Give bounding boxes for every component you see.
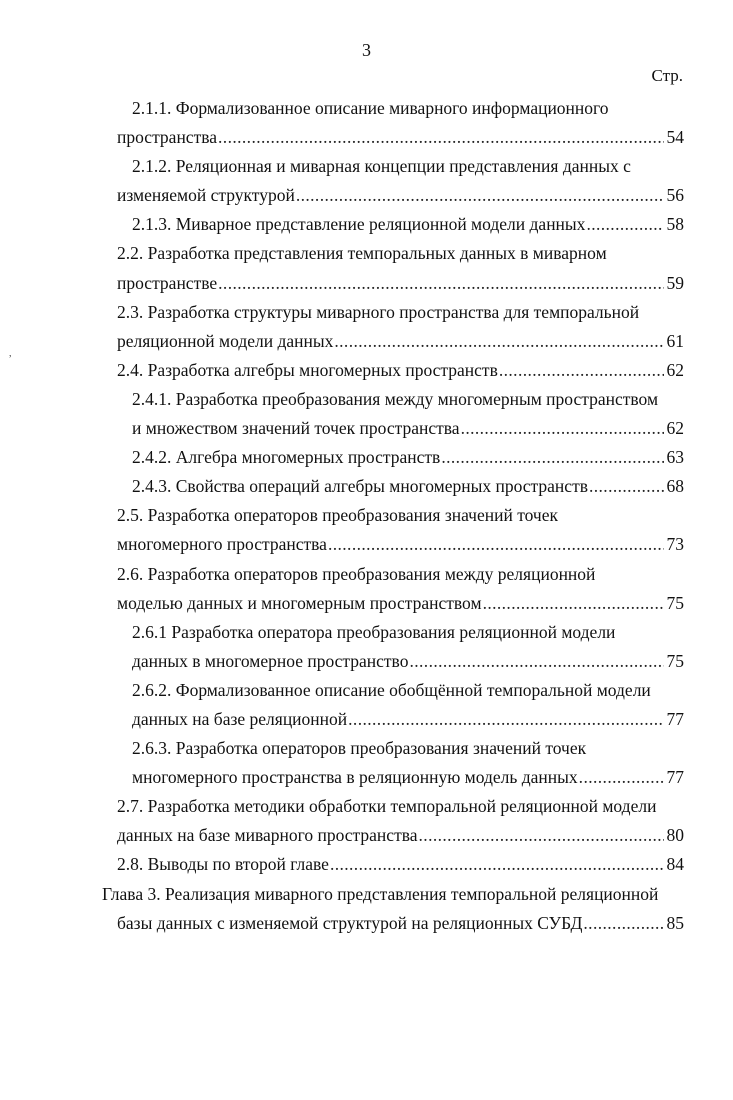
table-of-contents	[0, 94, 733, 938]
toc-entry-title-cont: данных на базе реляционной	[132, 708, 348, 729]
toc-page-number: 77	[666, 767, 684, 788]
toc-leader-dots	[296, 181, 664, 210]
toc-entry-title: 2.4. Разработка алгебры многомерных пространств	[117, 359, 498, 380]
toc-entry-title: 2.4.3. Свойства операций алгебры многомерных пространств	[132, 476, 588, 497]
toc-entry-title: 2.1.1. Формализованное описание миварного информационного	[132, 98, 609, 118]
toc-entry-2-5[interactable]	[0, 501, 733, 559]
toc-page-number: 61	[666, 330, 684, 351]
toc-entry-title-cont: данных на базе миварного пространства	[117, 825, 418, 846]
page-number: 3	[362, 40, 371, 60]
toc-entry-title: 2.7. Разработка методики обработки темпоральной реляционной модели	[117, 796, 657, 817]
toc-page-number: 63	[666, 447, 684, 468]
toc-entry-2-3[interactable]	[0, 298, 733, 356]
toc-page-number: 77	[666, 708, 684, 729]
toc-entry-title: 2.6.1 Разработка оператора преобразования реляционной модели	[132, 621, 616, 642]
toc-entry-title: 2.6. Разработка операторов преобразования между реляционной	[117, 563, 596, 584]
toc-page-number: 73	[666, 534, 684, 555]
toc-page-number: 62	[666, 359, 684, 380]
toc-entry-2-1-2[interactable]	[0, 152, 733, 210]
toc-entry-2-4[interactable]	[0, 356, 733, 385]
toc-entry-title: 2.1.3. Миварное представление реляционной модели данных	[132, 214, 586, 235]
toc-entry-title-cont: и множеством значений точек пространства	[132, 418, 460, 439]
toc-entry-2-1-3[interactable]	[0, 210, 733, 239]
toc-leader-dots	[419, 821, 664, 850]
toc-page-number: 68	[666, 476, 684, 497]
toc-entry-title: 2.1.2. Реляционная и миварная концепции представления данных с	[132, 156, 631, 177]
toc-leader-dots	[586, 210, 663, 239]
toc-entry-title-cont: многомерного пространства в реляционную модель данных	[132, 767, 578, 788]
toc-entry-title-cont: пространства	[117, 127, 218, 148]
toc-entry-2-4-1[interactable]	[0, 385, 733, 443]
toc-leader-dots	[328, 530, 664, 559]
toc-leader-dots	[499, 356, 664, 385]
page-column-label: Стр.	[651, 66, 683, 85]
toc-leader-dots	[330, 850, 664, 879]
toc-leader-dots	[348, 705, 663, 734]
toc-leader-dots	[409, 647, 663, 676]
toc-page-number: 75	[666, 592, 684, 613]
toc-entry-title: 2.6.2. Формализованное описание обобщённой темпоральной модели	[132, 679, 651, 700]
toc-entry-title-cont: пространстве	[117, 272, 218, 293]
toc-page-number: 80	[666, 825, 684, 846]
toc-entry-2-7[interactable]	[0, 792, 733, 850]
toc-entry-2-6-2[interactable]	[0, 676, 733, 734]
toc-entry-title: 2.8. Выводы по второй главе	[117, 854, 329, 875]
toc-entry-title-cont: многомерного пространства	[117, 534, 327, 555]
toc-entry-title: 2.3. Разработка структуры миварного пространства для темпоральной	[117, 301, 640, 322]
toc-entry-title-cont: реляционной модели данных	[117, 330, 334, 351]
toc-page-number: 54	[666, 127, 684, 148]
toc-entry-2-1-1[interactable]	[0, 94, 733, 152]
toc-leader-dots	[461, 414, 664, 443]
toc-entry-title: 2.2. Разработка представления темпоральных данных в миварном	[117, 243, 607, 264]
toc-page-number: 62	[666, 418, 684, 439]
toc-page-number: 75	[666, 650, 684, 671]
toc-entry-2-4-2[interactable]	[0, 443, 733, 472]
toc-entry-title: 2.6.3. Разработка операторов преобразования значений точек	[132, 738, 587, 759]
toc-leader-dots	[218, 269, 663, 298]
toc-leader-dots	[441, 443, 663, 472]
toc-entry-2-4-3[interactable]	[0, 472, 733, 501]
toc-page-number: 85	[666, 912, 684, 933]
toc-entry-title-cont: моделью данных и многомерным пространством	[117, 592, 482, 613]
toc-entry-title: 2.4.2. Алгебра многомерных пространств	[132, 447, 441, 468]
toc-entry-2-2[interactable]	[0, 239, 733, 297]
toc-entry-title-cont: базы данных с изменяемой структурой на реляционных СУБД	[117, 912, 583, 933]
toc-leader-dots	[579, 763, 664, 792]
toc-entry-2-6-1[interactable]	[0, 618, 733, 676]
toc-page-number: 56	[666, 185, 684, 206]
stray-mark: ,	[9, 348, 12, 359]
toc-entry-title-cont: данных в многомерное пространство	[132, 650, 409, 671]
toc-leader-dots	[583, 909, 663, 938]
toc-entry-title: 2.4.1. Разработка преобразования между многомерным пространством	[132, 388, 659, 409]
toc-leader-dots	[483, 589, 664, 618]
toc-entry-title: Глава 3. Реализация миварного представления темпоральной реляционной	[102, 883, 659, 904]
toc-page-number: 59	[666, 272, 684, 293]
toc-entry-title-cont: изменяемой структурой	[117, 185, 295, 206]
toc-entry-2-6-3[interactable]	[0, 734, 733, 792]
toc-entry-2-8[interactable]	[0, 850, 733, 879]
toc-leader-dots	[218, 123, 663, 152]
toc-page-number: 84	[666, 854, 684, 875]
toc-leader-dots	[334, 327, 663, 356]
toc-leader-dots	[589, 472, 664, 501]
toc-entry-title: 2.5. Разработка операторов преобразования значений точек	[117, 505, 558, 526]
toc-entry-2-6[interactable]	[0, 560, 733, 618]
toc-entry-chapter-3[interactable]	[0, 880, 733, 938]
toc-page-number: 58	[666, 214, 684, 235]
